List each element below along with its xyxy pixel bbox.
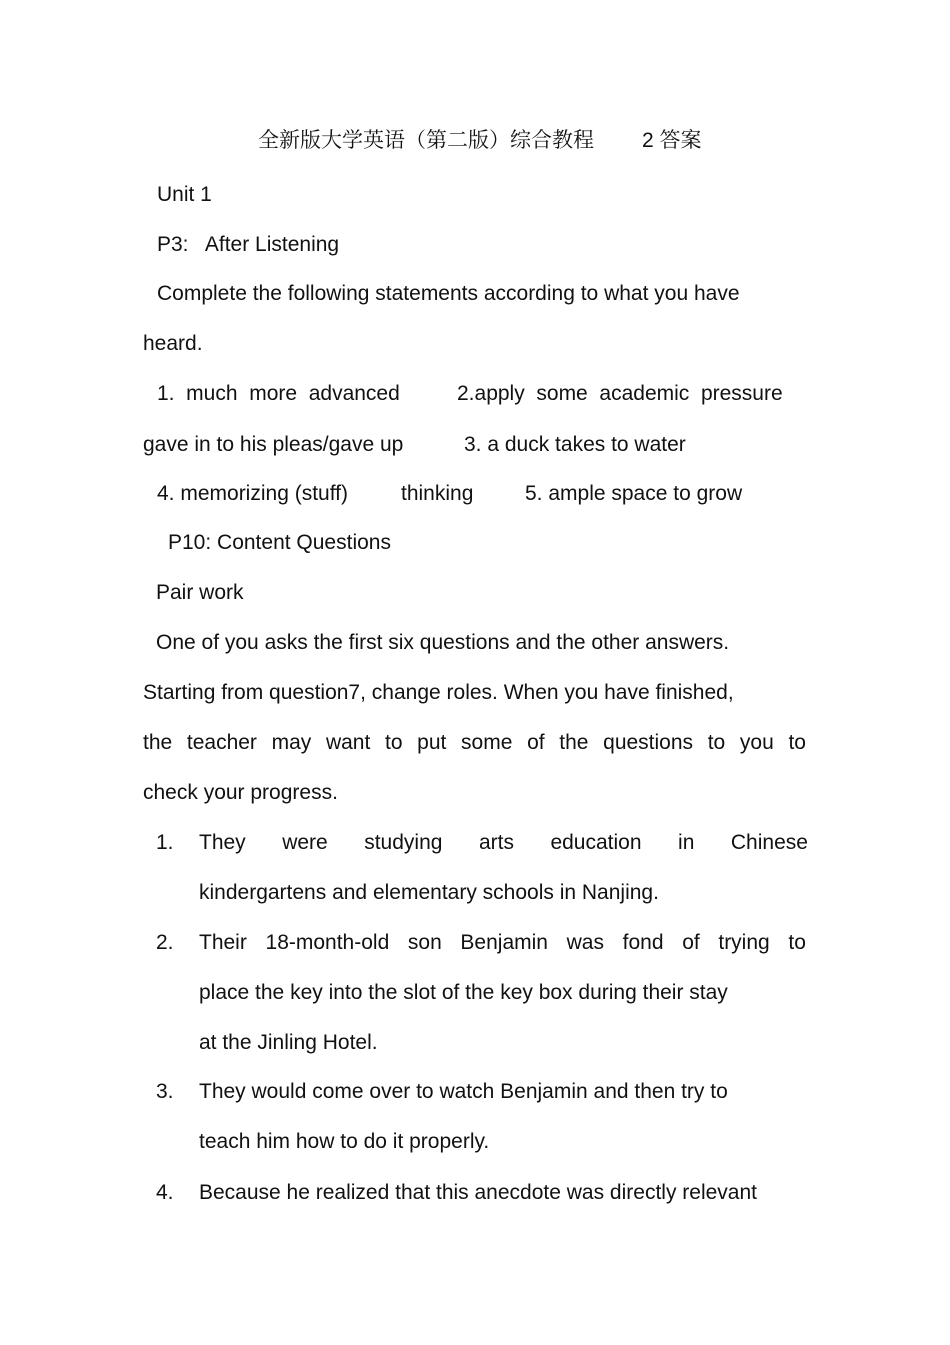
word: in <box>678 831 695 854</box>
list-item-number: 4. <box>156 1181 174 1204</box>
list-item-1-line1 <box>199 830 808 856</box>
p3-heading: P3: After Listening <box>157 233 340 256</box>
list-item-3-line1: They would come over to watch Benjamin and then try to <box>199 1080 728 1103</box>
p3-answer-2: 2.apply some academic pressure <box>457 382 783 405</box>
word: put <box>417 731 447 754</box>
title-suffix: 2 答案 <box>642 129 702 152</box>
word: were <box>282 831 328 854</box>
word: of <box>527 731 545 754</box>
list-item-2-line1 <box>199 930 806 956</box>
list-item-3-line2: teach him how to do it properly. <box>199 1130 490 1153</box>
unit-heading: Unit 1 <box>157 183 212 206</box>
p3-answer-1: 1. much more advanced <box>157 382 400 405</box>
p3-answer-4b: thinking <box>401 482 474 505</box>
word: Benjamin <box>460 931 548 954</box>
word: the <box>559 731 589 754</box>
p3-answer-3: 3. a duck takes to water <box>464 433 686 456</box>
p3-answer-4a: 4. memorizing (stuff) <box>157 482 348 505</box>
word: to <box>384 731 403 754</box>
word: studying <box>364 831 443 854</box>
word: Chinese <box>730 831 808 854</box>
p10-subheading: Pair work <box>156 581 244 604</box>
list-item-1-line2: kindergartens and elementary schools in Nanjing. <box>199 881 659 904</box>
word: teacher <box>186 731 257 754</box>
word: to <box>788 731 806 754</box>
list-item-number: 3. <box>156 1080 174 1103</box>
word: the <box>143 731 173 754</box>
word: was <box>566 931 604 954</box>
word: Their <box>199 931 247 954</box>
word: trying <box>718 931 770 954</box>
word: of <box>682 931 700 954</box>
p3-instruction-line2: heard. <box>143 332 203 355</box>
word: son <box>407 931 442 954</box>
word: 18-month-old <box>265 931 390 954</box>
word: education <box>550 831 642 854</box>
word: want <box>325 731 371 754</box>
word: fond <box>622 931 664 954</box>
word: to <box>707 731 726 754</box>
list-item-number: 1. <box>156 831 174 854</box>
word: you <box>739 731 774 754</box>
list-item-2-line2: place the key into the slot of the key box during their stay <box>199 981 728 1004</box>
word: arts <box>478 831 514 854</box>
p10-instruction-line1: One of you asks the first six questions and the other answers. <box>156 631 730 654</box>
document-title <box>258 128 702 154</box>
list-item-number: 2. <box>156 931 174 954</box>
p3-answer-5: 5. ample space to grow <box>525 482 743 505</box>
word: questions <box>603 731 694 754</box>
list-item-4-line1: Because he realized that this anecdote was directly relevant <box>199 1181 757 1204</box>
list-item-2-line3: at the Jinling Hotel. <box>199 1031 378 1054</box>
word: to <box>788 931 806 954</box>
p10-instruction-line2: Starting from question7, change roles. When you have finished, <box>143 681 734 704</box>
p10-instruction-line4: check your progress. <box>143 781 338 804</box>
p3-instruction-line1: Complete the following statements according to what you have <box>157 282 740 305</box>
word: may <box>271 731 312 754</box>
p10-instruction-line3 <box>143 730 806 756</box>
p10-heading: P10: Content Questions <box>168 531 391 554</box>
word: some <box>461 731 513 754</box>
word: They <box>199 831 246 854</box>
title-main: 全新版大学英语（第二版）综合教程 <box>258 129 594 152</box>
p3-answer-2-continued: gave in to his pleas/gave up <box>143 433 404 456</box>
